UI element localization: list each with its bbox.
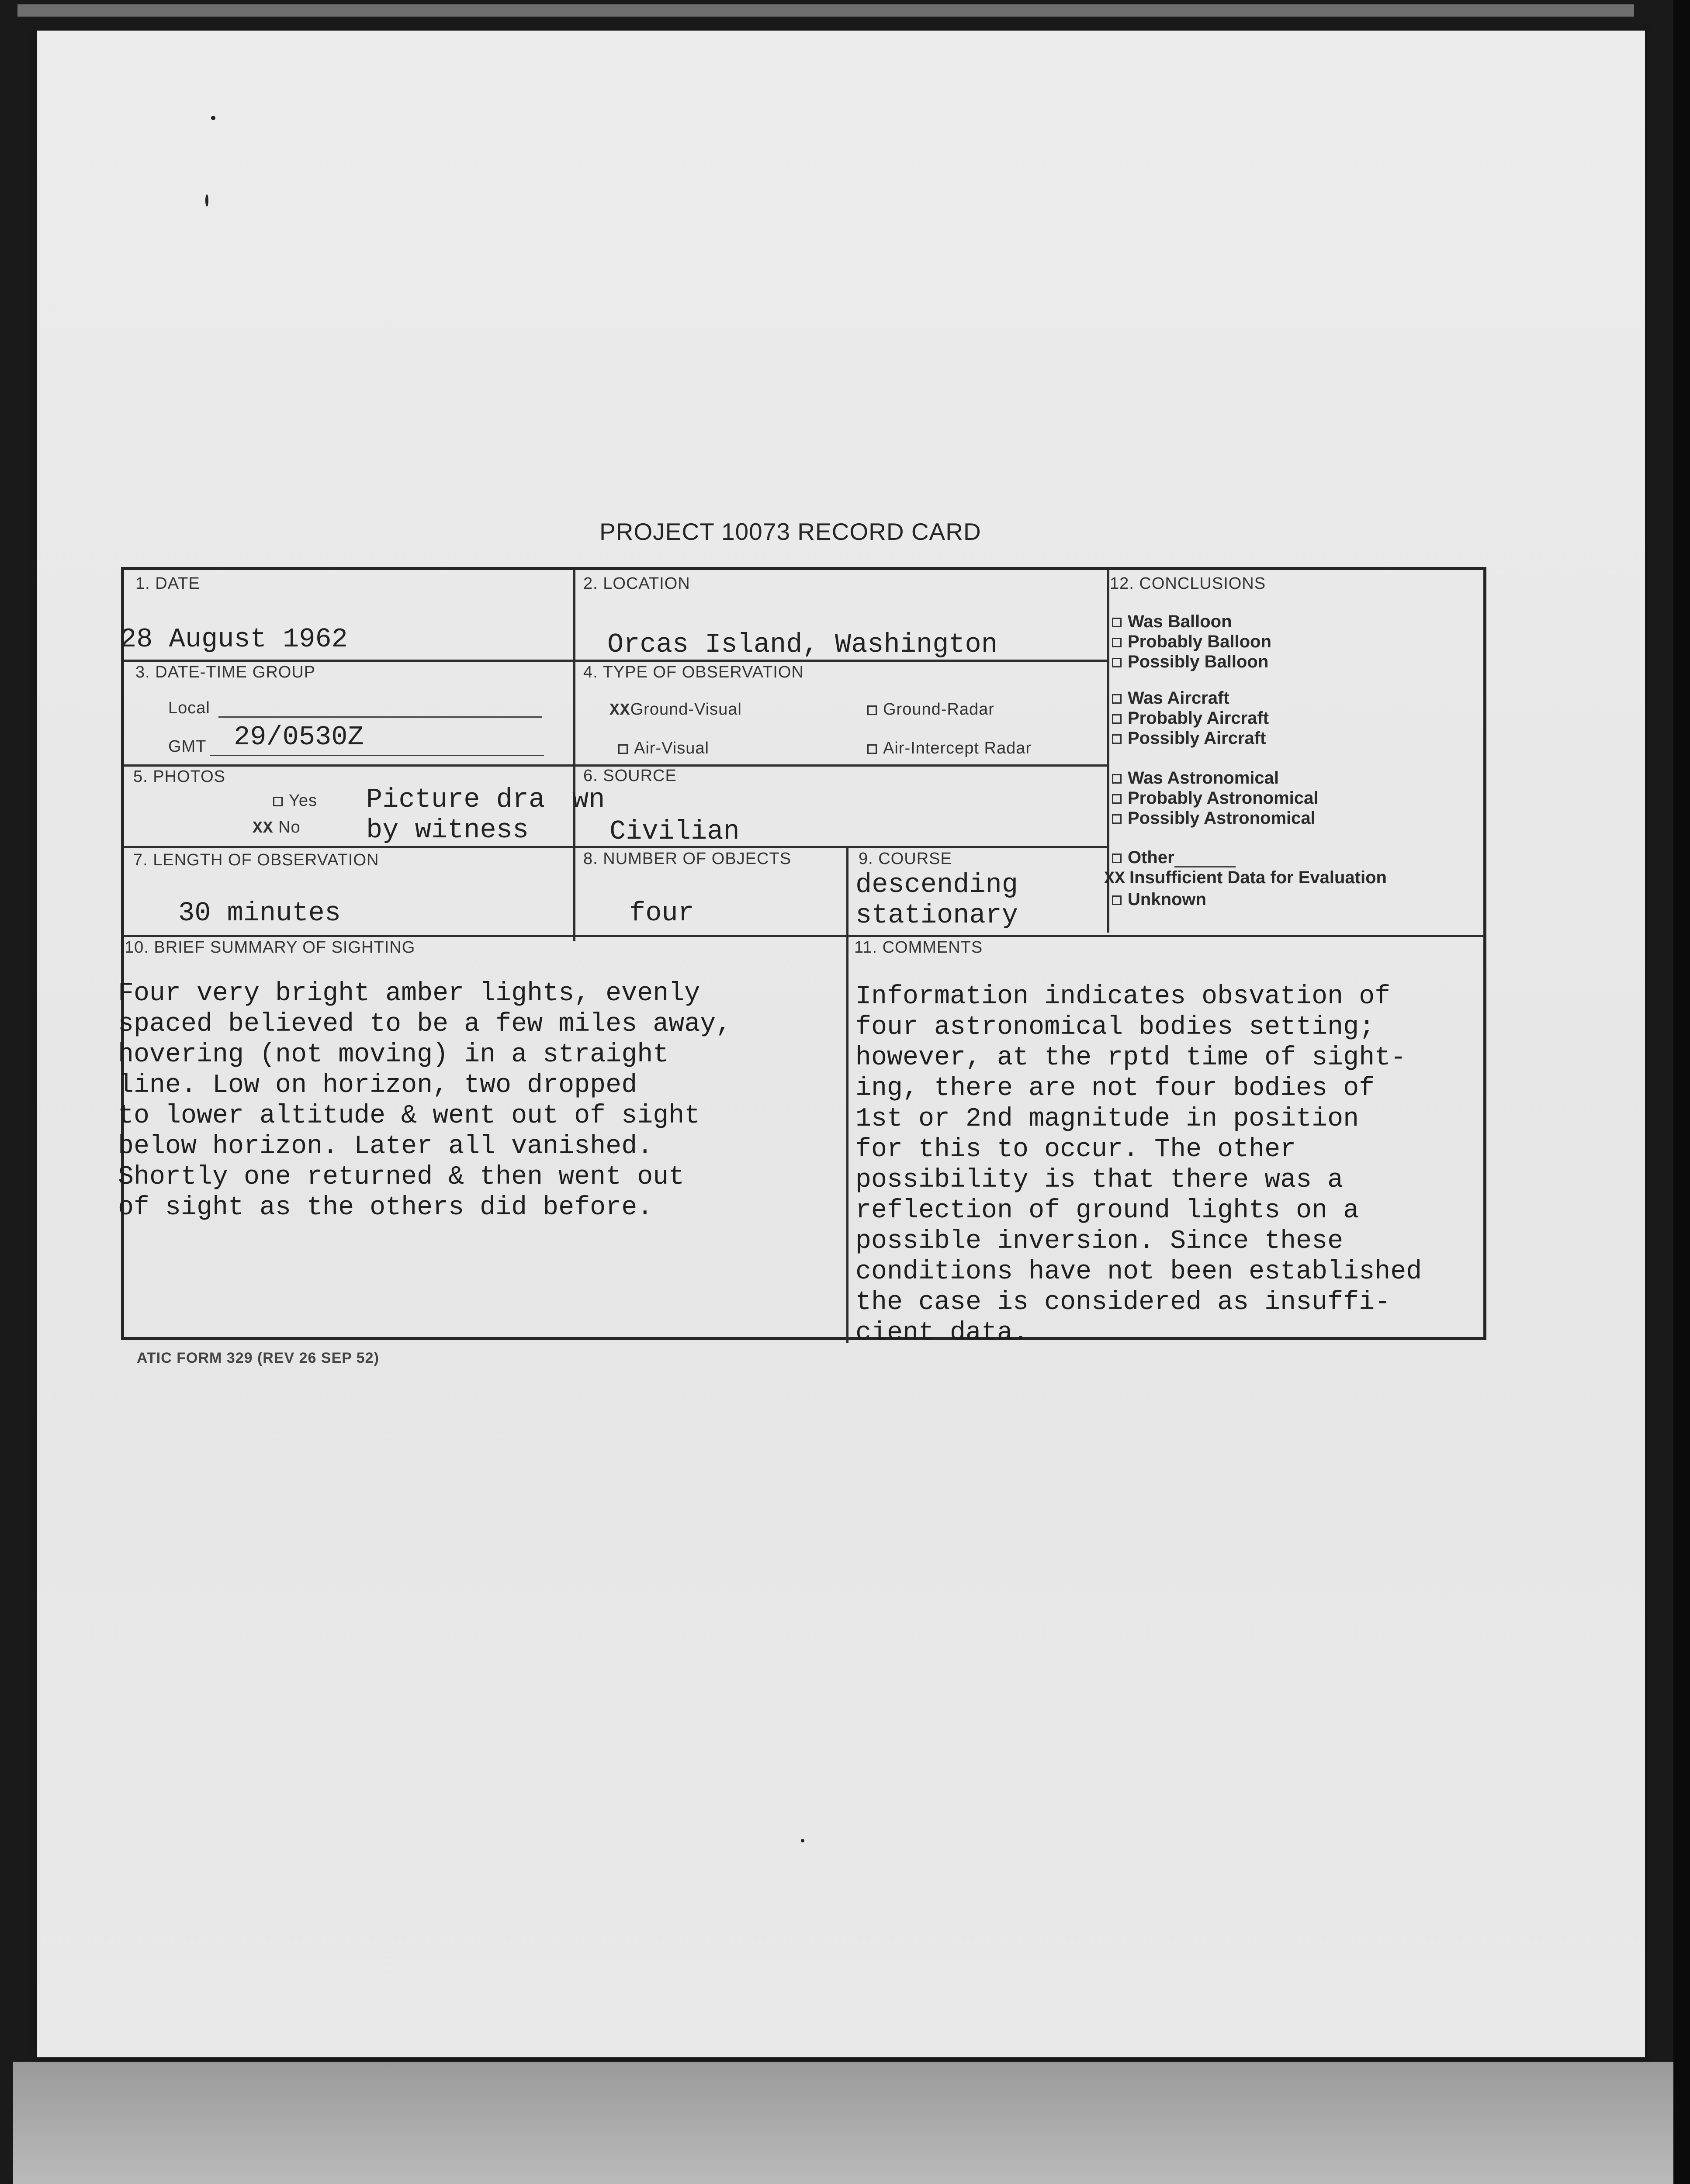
local-line — [218, 716, 542, 718]
conclusion-label: Was Aircraft — [1128, 688, 1229, 708]
photos-label: 5. PHOTOS — [133, 767, 226, 786]
conclusion-other — [1112, 847, 1387, 867]
photos-yes-checkbox — [273, 797, 283, 806]
checkbox — [1112, 714, 1122, 724]
checkbox — [1112, 658, 1122, 667]
conclusions-other-group — [1104, 847, 1387, 909]
divider — [124, 935, 1485, 937]
date-label: 1. DATE — [135, 574, 200, 593]
photos-no-mark: XX — [253, 819, 274, 838]
conclusion-label: Was Astronomical — [1128, 768, 1279, 788]
conclusion-label: Probably Balloon — [1128, 632, 1271, 651]
divider — [846, 935, 848, 1343]
location-value: Orcas Island, Washington — [607, 629, 997, 660]
conclusion-label: Unknown — [1128, 890, 1206, 909]
conclusions-label: 12. CONCLUSIONS — [1110, 574, 1266, 593]
conclusions-balloon-group — [1112, 612, 1271, 672]
scan-lower-band — [13, 2062, 1673, 2184]
divider — [846, 847, 848, 939]
other-line — [1174, 866, 1236, 867]
form-number: ATIC FORM 329 (REV 26 SEP 52) — [137, 1350, 379, 1366]
photos-no-option — [253, 818, 301, 838]
conclusion-label: Insufficient Data for Evaluation — [1129, 868, 1387, 887]
gmt-line — [210, 755, 544, 756]
photos-yes-label: Yes — [289, 791, 317, 810]
conclusion-probably-aircraft — [1112, 708, 1269, 728]
checkbox — [1112, 734, 1122, 744]
local-label: Local — [168, 699, 210, 717]
checkbox — [1112, 814, 1122, 824]
conclusion-label: Possibly Astronomical — [1128, 809, 1316, 828]
ground-visual-option — [610, 700, 742, 720]
conclusion-label: Probably Aircraft — [1128, 708, 1269, 728]
divider — [573, 570, 575, 941]
conclusions-aircraft-group — [1112, 688, 1269, 748]
checkbox — [1112, 638, 1122, 647]
gmt-value: 29/0530Z — [234, 722, 364, 753]
air-visual-option — [618, 739, 709, 758]
conclusion-possibly-astronomical — [1112, 808, 1318, 828]
source-overflow: wn — [572, 784, 605, 815]
conclusion-possibly-aircraft — [1112, 728, 1269, 748]
source-value: Civilian — [610, 816, 740, 847]
conclusion-was-balloon — [1112, 612, 1271, 632]
comments-label: 11. COMMENTS — [854, 938, 983, 957]
conclusion-label: Probably Astronomical — [1128, 788, 1319, 808]
checkbox — [1112, 854, 1122, 863]
air-intercept-radar-option — [867, 739, 1032, 758]
dust-speck — [801, 1839, 804, 1842]
card-title: PROJECT 10073 RECORD CARD — [599, 518, 981, 545]
insufficient-mark: XX — [1104, 869, 1126, 889]
film-frame-top — [17, 4, 1634, 17]
conclusion-unknown — [1112, 889, 1387, 909]
conclusion-insufficient — [1104, 867, 1387, 889]
gmt-label: GMT — [168, 737, 207, 756]
checkbox — [1112, 794, 1122, 804]
checkbox — [1112, 774, 1122, 784]
dust-speck — [205, 194, 208, 207]
air-intercept-radar-checkbox — [867, 744, 877, 754]
dust-speck — [211, 116, 215, 120]
conclusion-was-aircraft — [1112, 688, 1269, 708]
conclusion-probably-balloon — [1112, 632, 1271, 652]
conclusion-label: Possibly Balloon — [1128, 652, 1269, 671]
comments-text: Information indicates obsvation of four astronomical bodies setting; however, at the rptd time of sight- ing, there are not four bodies of 1st or 2nd magnitude in position for this to occur. The other possibility is that there was a reflection of ground lights on a possible inversion. Since these conditions have not been established the case is considered as insuffi- cient data. — [855, 982, 1422, 1348]
photos-no-label: No — [278, 818, 301, 836]
ground-visual-label: Ground-Visual — [630, 700, 742, 719]
conclusion-was-astronomical — [1112, 768, 1318, 788]
course-label: 9. COURSE — [859, 850, 952, 868]
photos-note-line2: by witness — [366, 815, 529, 846]
air-visual-label: Air-Visual — [634, 739, 709, 757]
conclusion-probably-astronomical — [1112, 788, 1318, 808]
conclusions-astronomical-group — [1112, 768, 1318, 828]
conclusion-possibly-balloon — [1112, 652, 1271, 672]
photos-note-line1: Picture dra — [366, 784, 545, 815]
location-label: 2. LOCATION — [583, 574, 690, 593]
number-of-objects-value: four — [629, 898, 694, 929]
summary-label: 10. BRIEF SUMMARY OF SIGHTING — [125, 938, 416, 957]
source-label: 6. SOURCE — [583, 767, 677, 785]
checkbox — [1112, 618, 1122, 627]
conclusion-label: Possibly Aircraft — [1128, 729, 1266, 748]
course-line1: descending — [855, 869, 1018, 900]
conclusion-label: Was Balloon — [1128, 612, 1232, 631]
length-of-observation-label: 7. LENGTH OF OBSERVATION — [133, 851, 379, 869]
checkbox — [1112, 694, 1122, 704]
air-visual-checkbox — [618, 744, 628, 754]
film-frame-right — [1673, 0, 1690, 2184]
conclusion-label: Other — [1128, 848, 1174, 867]
ground-visual-mark: XX — [610, 701, 630, 720]
photos-yes-option — [273, 791, 317, 810]
date-time-group-label: 3. DATE-TIME GROUP — [135, 663, 316, 681]
air-intercept-radar-label: Air-Intercept Radar — [883, 739, 1032, 757]
ground-radar-label: Ground-Radar — [883, 700, 994, 719]
summary-text: Four very bright amber lights, evenly spaced believed to be a few miles away, hovering (not moving) in a straight line. Low on horizon, two dropped to lower altitude & went out of sight below horizon. Later all vanished. Shortly one returned & then went out of sight as the others did before. — [118, 979, 732, 1223]
course-line2: stationary — [855, 900, 1018, 931]
length-of-observation-value: 30 minutes — [178, 898, 341, 929]
type-of-observation-label: 4. TYPE OF OBSERVATION — [583, 663, 804, 681]
ground-radar-option — [867, 700, 994, 719]
date-value: 28 August 1962 — [120, 624, 348, 655]
checkbox — [1112, 895, 1122, 905]
number-of-objects-label: 8. NUMBER OF OBJECTS — [583, 850, 792, 868]
ground-radar-checkbox — [867, 705, 877, 715]
